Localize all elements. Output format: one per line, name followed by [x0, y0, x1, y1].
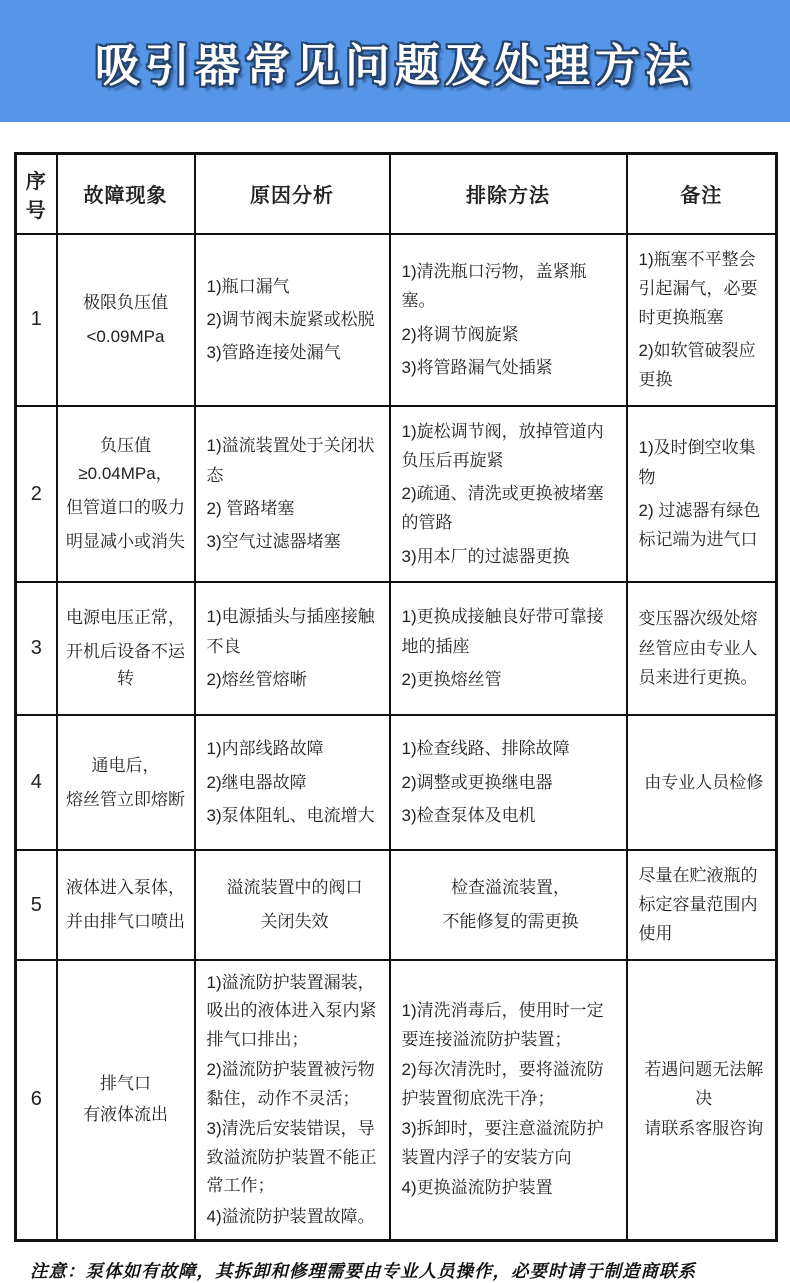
cell-line: 3)用本厂的过滤器更换: [401, 546, 570, 566]
cell-cause-analysis: [195, 850, 390, 960]
cell-remark: [627, 582, 777, 715]
cell-line: 2)如软管破裂应更换: [638, 341, 756, 390]
cell-line: 1)瓶口漏气: [206, 276, 290, 296]
cell-line: 2)每次清洗时，要将溢流防护装置彻底洗干净；: [401, 1060, 604, 1108]
table-row: [16, 582, 777, 715]
cell-line: 2) 管路堵塞: [206, 498, 295, 518]
cell-fault-phenomenon: [57, 234, 195, 406]
cell-remark: [627, 960, 777, 1241]
cell-fault-phenomenon: [57, 715, 195, 850]
cell-line: 请联系客服咨询: [644, 1119, 764, 1139]
cell-serial-number: [16, 406, 57, 582]
table-row: [16, 850, 777, 960]
cell-line: 3)空气过滤器堵塞: [206, 531, 341, 551]
header-solution: 排除方法: [390, 154, 627, 234]
cell-serial-number: [16, 715, 57, 850]
cell-line: 3)清洗后安装错误，导致溢流防护装置不能正常工作；: [206, 1119, 377, 1196]
cell-line: 排气口: [100, 1074, 151, 1094]
table-row: [16, 715, 777, 850]
cell-line: 变压器次级处熔丝管应由专业人员来进行更换。: [638, 609, 758, 687]
cell-line: 2: [30, 482, 42, 505]
cell-line: 通电后，: [91, 755, 160, 775]
cell-serial-number: [16, 960, 57, 1241]
header-remark: 备注: [627, 154, 777, 234]
cell-line: 2)将调节阀旋紧: [401, 324, 519, 344]
cell-cause-analysis: [195, 582, 390, 715]
page-title: 吸引器常见问题及处理方法: [94, 39, 695, 91]
footnote: 注意：泵体如有故障，其拆卸和修理需要由专业人员操作，必要时请于制造商联系: [30, 1261, 696, 1282]
cell-line: 但管道口的吸力: [66, 497, 185, 517]
cell-serial-number: [16, 234, 57, 406]
cell-serial-number: [16, 850, 57, 960]
cell-line: 2)溢流防护装置被污物黏住，动作不灵活；: [206, 1060, 375, 1108]
fault-table: [14, 152, 778, 1242]
cell-line: 若遇问题无法解决: [644, 1060, 764, 1108]
cell-line: 3)管路连接处漏气: [206, 343, 341, 363]
header-phenomenon: 故障现象: [57, 154, 195, 234]
title-banner: [0, 0, 790, 122]
cell-line: 3)拆卸时，要注意溢流防护装置内浮子的安装方向: [401, 1119, 604, 1167]
cell-solution-method: [390, 406, 627, 582]
cell-line: 溢流装置中的阀口: [226, 878, 363, 898]
cell-line: 2)熔丝管熔晰: [206, 669, 307, 689]
cell-solution-method: [390, 234, 627, 406]
table-row: [16, 406, 777, 582]
cell-line: 电源电压正常，: [66, 608, 185, 628]
cell-line: 1)电源插头与插座接触不良: [206, 607, 375, 656]
table-row: [16, 234, 777, 406]
cell-line: 检查溢流装置，: [451, 878, 570, 898]
cell-line: 1)清洗消毒后，使用时一定要连接溢流防护装置；: [401, 1001, 604, 1049]
cell-line: 熔丝管立即熔断: [66, 789, 185, 809]
cell-line: 1)清洗瓶口污物，盖紧瓶塞。: [401, 262, 587, 311]
cell-line: 由专业人员检修: [644, 772, 764, 792]
cell-line: 不能修复的需更换: [442, 911, 579, 931]
cell-line: 4)溢流防护装置故障。: [206, 1206, 375, 1226]
table-row: [16, 960, 777, 1241]
cell-remark: [627, 850, 777, 960]
cell-line: 3)将管路漏气处插紧: [401, 357, 553, 377]
cell-fault-phenomenon: [57, 850, 195, 960]
cell-line: <0.09MPa: [86, 327, 165, 347]
cell-line: 液体进入泵体，: [66, 878, 185, 897]
cell-line: 4)更换溢流防护装置: [401, 1178, 553, 1198]
table-body: [16, 234, 777, 1241]
cell-line: 关闭失效: [260, 911, 329, 931]
cell-line: 负压值≥0.04MPa，: [78, 436, 173, 483]
cell-serial-number: [16, 582, 57, 715]
cell-line: 明显减小或消失: [66, 531, 185, 551]
cell-line: 6: [30, 1088, 42, 1111]
cell-solution-method: [390, 582, 627, 715]
cell-cause-analysis: [195, 960, 390, 1241]
cell-line: 1)内部线路故障: [206, 739, 324, 759]
cell-line: 1: [30, 308, 42, 331]
cell-cause-analysis: [195, 234, 390, 406]
cell-line: 2)继电器故障: [206, 772, 307, 792]
cell-line: 5: [30, 893, 42, 916]
cell-line: 尽量在贮液瓶的标定容量范围内使用: [638, 865, 758, 944]
cell-line: 2)调节阀未旋紧或松脱: [206, 309, 375, 329]
cell-line: 1)检查线路、排除故障: [401, 739, 570, 759]
cell-line: 2)疏通、清洗或更换被堵塞的管路: [401, 484, 604, 533]
header-no: 序号: [16, 154, 57, 234]
cell-line: 极限负压值: [83, 292, 168, 312]
cell-cause-analysis: [195, 406, 390, 582]
cell-remark: [627, 234, 777, 406]
cell-fault-phenomenon: [57, 960, 195, 1241]
cell-line: 并由排气口喷出: [66, 912, 185, 932]
cell-line: 1)溢流装置处于关闭状态: [206, 436, 375, 485]
cell-line: 2)更换熔丝管: [401, 669, 502, 689]
cell-fault-phenomenon: [57, 582, 195, 715]
cell-remark: [627, 715, 777, 850]
header-cause: 原因分析: [195, 154, 390, 234]
cell-cause-analysis: [195, 715, 390, 850]
cell-solution-method: [390, 850, 627, 960]
table-header-row: [16, 154, 777, 234]
cell-line: 1)及时倒空收集物: [638, 438, 756, 487]
cell-solution-method: [390, 960, 627, 1241]
cell-line: 4: [30, 771, 42, 794]
cell-line: 3)检查泵体及电机: [401, 805, 536, 825]
cell-line: 2) 过滤器有绿色标记端为进气口: [638, 500, 761, 549]
cell-line: 3: [30, 637, 42, 660]
cell-line: 1)旋松调节阀，放掉管道内负压后再旋紧: [401, 421, 604, 470]
cell-line: 1)更换成接触良好带可靠接地的插座: [401, 607, 604, 656]
cell-line: 2)调整或更换继电器: [401, 772, 553, 792]
cell-line: 1)溢流防护装置漏装，吸出的液体进入泵内紧排气口排出；: [206, 972, 377, 1049]
cell-solution-method: [390, 715, 627, 850]
cell-line: 有液体流出: [83, 1105, 168, 1124]
cell-line: 3)泵体阻轧、电流增大: [206, 805, 375, 825]
cell-remark: [627, 406, 777, 582]
cell-fault-phenomenon: [57, 406, 195, 582]
cell-line: 开机后设备不运转: [66, 642, 185, 689]
cell-line: 1)瓶塞不平整会引起漏气，必要时更换瓶塞: [638, 249, 758, 327]
